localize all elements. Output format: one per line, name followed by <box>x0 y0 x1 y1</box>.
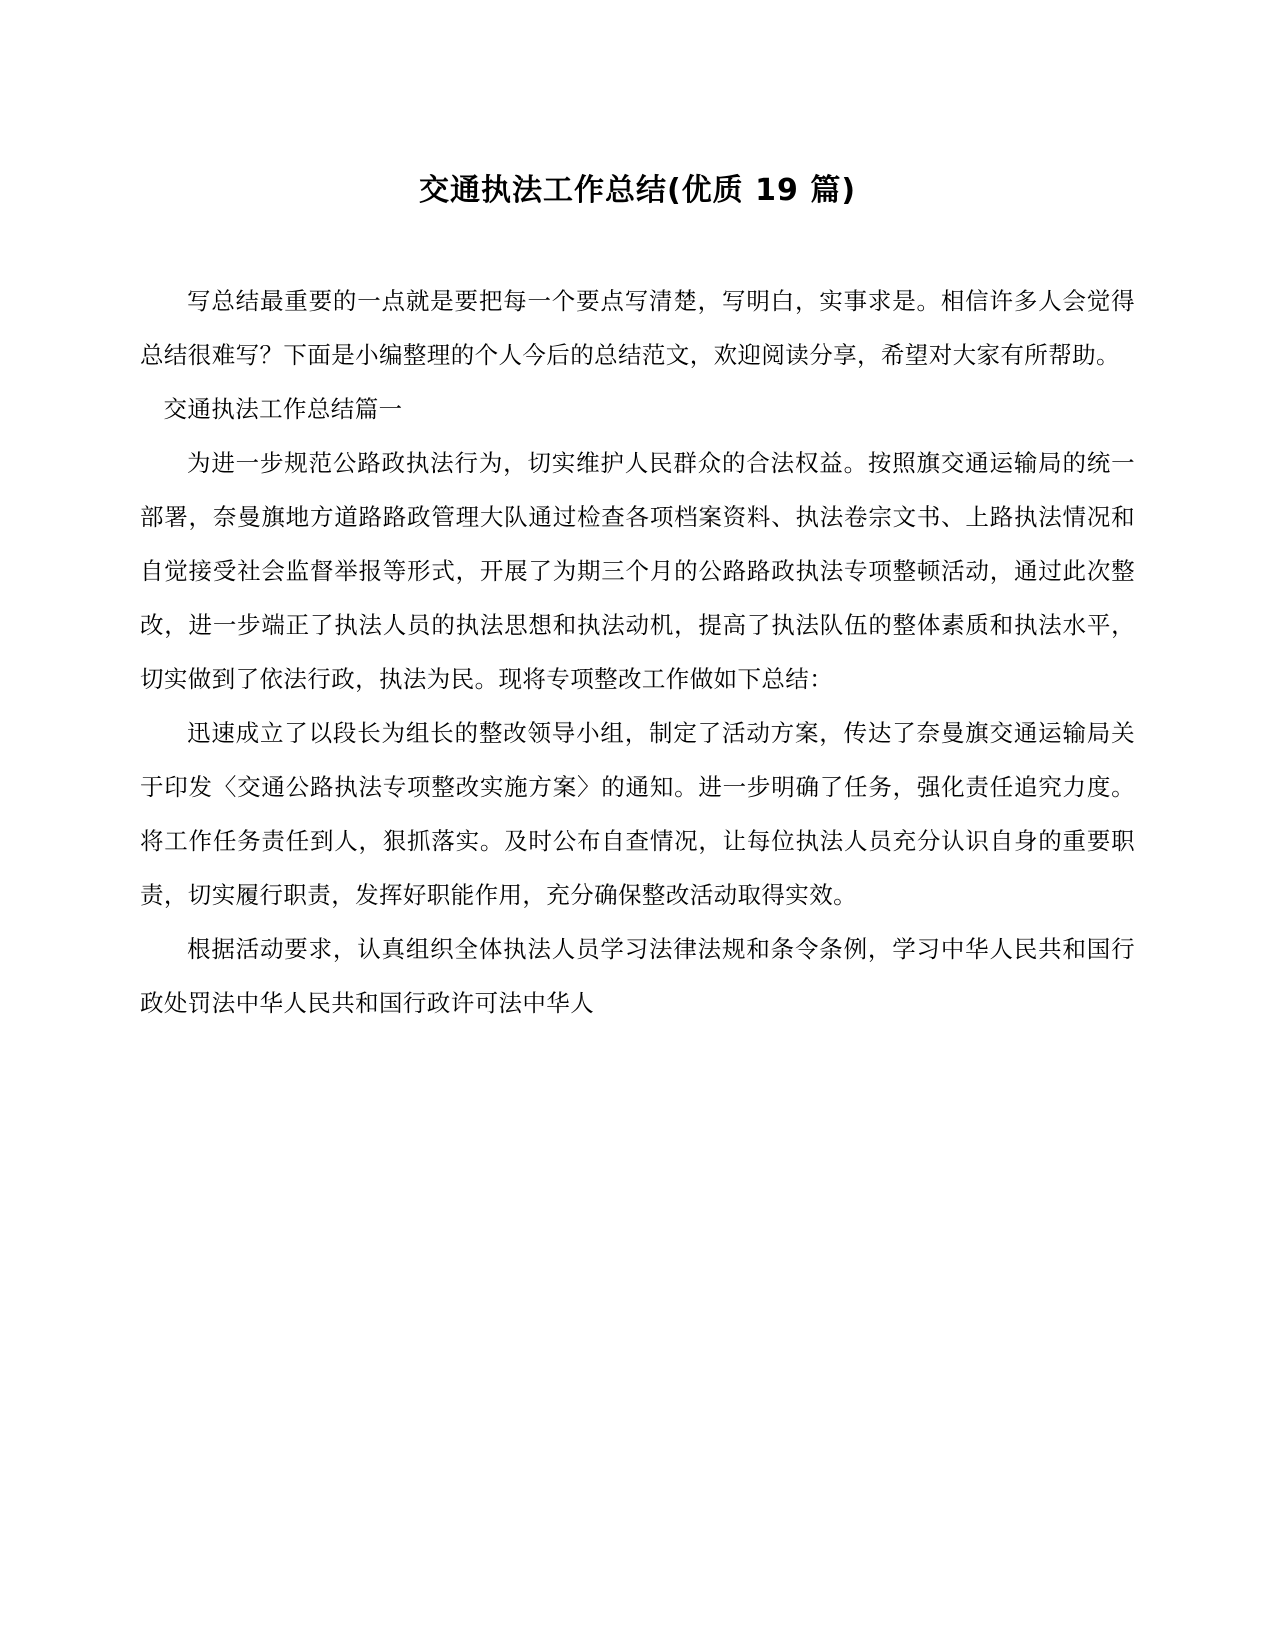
section-heading: 交通执法工作总结篇一 <box>163 395 403 423</box>
paragraph-body-3: 根据活动要求，认真组织全体执法人员学习法律法规和条令条例，学习中华人民共和国行政处罚法中华人民共和国行政许可法中华人 <box>140 935 1135 1017</box>
paragraph-body-1: 为进一步规范公路政执法行为，切实维护人民群众的合法权益。按照旗交通运输局的统一部署，奈曼旗地方道路路政管理大队通过检查各项档案资料、执法卷宗文书、上路执法情况和自觉接受社会监督举报等形式，开展了为期三个月的公路路政执法专项整顿活动，通过此次整改，进一步端正了执法人员的执法思想和执法动机，提高了执法队伍的整体素质和执法水平，切实做到了依法行政，执法为民。现将专项整改工作做如下总结： <box>140 449 1135 693</box>
page-title: 交通执法工作总结(优质 19 篇) <box>418 173 857 208</box>
paragraph-intro: 写总结最重要的一点就是要把每一个要点写清楚，写明白，实事求是。相信许多人会觉得总结很难写？下面是小编整理的个人今后的总结范文，欢迎阅读分享，希望对大家有所帮助。 <box>140 287 1135 369</box>
paragraph-body-2: 迅速成立了以段长为组长的整改领导小组，制定了活动方案，传达了奈曼旗交通运输局关于印发〈交通公路执法专项整改实施方案〉的通知。进一步明确了任务，强化责任追究力度。将工作任务责任到人，狠抓落实。及时公布自查情况，让每位执法人员充分认识自身的重要职责，切实履行职责，发挥好职能作用，充分确保整改活动取得实效。 <box>140 719 1135 909</box>
